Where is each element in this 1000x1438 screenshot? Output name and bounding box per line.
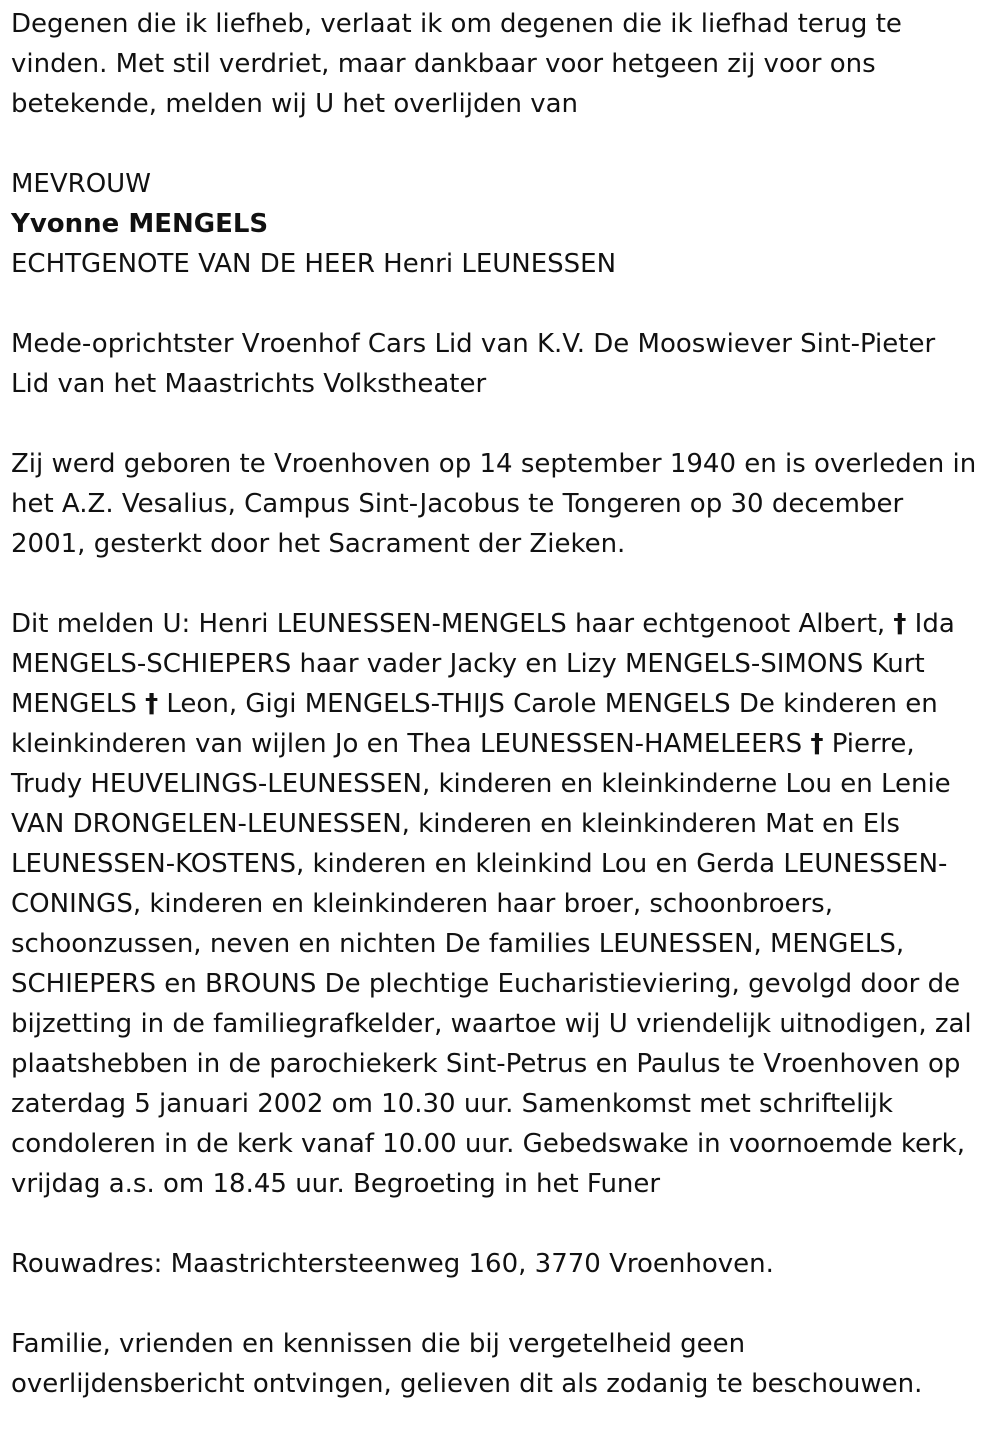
family-text-1: Dit melden U: Henri LEUNESSEN-MENGELS haar echtgenoot Albert, [11, 609, 894, 639]
cross-icon: † [810, 729, 824, 759]
cross-icon: † [893, 609, 907, 639]
address-paragraph: Rouwadres: Maastrichtersteenweg 160, 3770 Vroenhoven. [11, 1249, 774, 1279]
closing-paragraph: Familie, vrienden en kennissen die bij vergetelheid geen overlijdensbericht ontvingen, gelieven dit als zodanig te beschouwen. [11, 1329, 923, 1399]
honorific: MEVROUW [11, 169, 151, 199]
affiliations-paragraph: Mede-oprichtster Vroenhof Cars Lid van K.V. De Mooswiever Sint-Pieter Lid van het Maastrichts Volkstheater [11, 329, 936, 399]
spouse-line: ECHTGENOTE VAN DE HEER Henri LEUNESSEN [11, 249, 617, 279]
deceased-name: Yvonne MENGELS [11, 209, 269, 239]
intro-paragraph: Degenen die ik liefheb, verlaat ik om degenen die ik liefhad terug te vinden. Met stil verdriet, maar dankbaar voor hetgeen zij voor ons betekende, melden wij U het overlijden van [11, 9, 902, 119]
birth-death-paragraph: Zij werd geboren te Vroenhoven op 14 september 1940 en is overleden in het A.Z. Vesalius, Campus Sint-Jacobus te Tongeren op 30 december 2001, gesterkt door het Sacrament der Zieken. [11, 449, 977, 559]
obituary-notice [11, 4, 996, 1404]
family-text-3: Leon, Gigi MENGELS-THIJS Carole MENGELS De kinderen en kleinkinderen van wijlen Jo en Thea LEUNESSEN-HAMELEERS [11, 689, 938, 759]
family-text-4: Pierre, Trudy HEUVELINGS-LEUNESSEN, kinderen en kleinkinderne Lou en Lenie VAN DRONGELEN-LEUNESSEN, kinderen en kleinkinderen Mat en Els LEUNESSEN-KOSTENS, kinderen en kleinkind Lou en Gerda LEUNESSEN- CONINGS, kinderen en kleinkinderen haar broer, schoonbroers, schoonzussen, neven en nichten De families LEUNESSEN, MENGELS, SCHIEPERS en BROUNS De plechtige Eucharistieviering, gevolgd door de bijzetting in de familiegrafkelder, waartoe wij U vriendelijk uitnodigen, zal plaatshebben in de parochiekerk Sint-Petrus en Paulus te Vroenhoven op zaterdag 5 januari 2002 om 10.30 uur. Samenkomst met schriftelijk condoleren in de kerk vanaf 10.00 uur. Gebedswake in voornoemde kerk, vrijdag a.s. om 18.45 uur. Begroeting in het Funer [11, 729, 972, 1199]
family-text-2: Ida MENGELS-SCHIEPERS haar vader Jacky en Lizy MENGELS-SIMONS Kurt MENGELS [11, 609, 955, 719]
cross-icon: † [145, 689, 159, 719]
family-paragraph [11, 604, 996, 1204]
